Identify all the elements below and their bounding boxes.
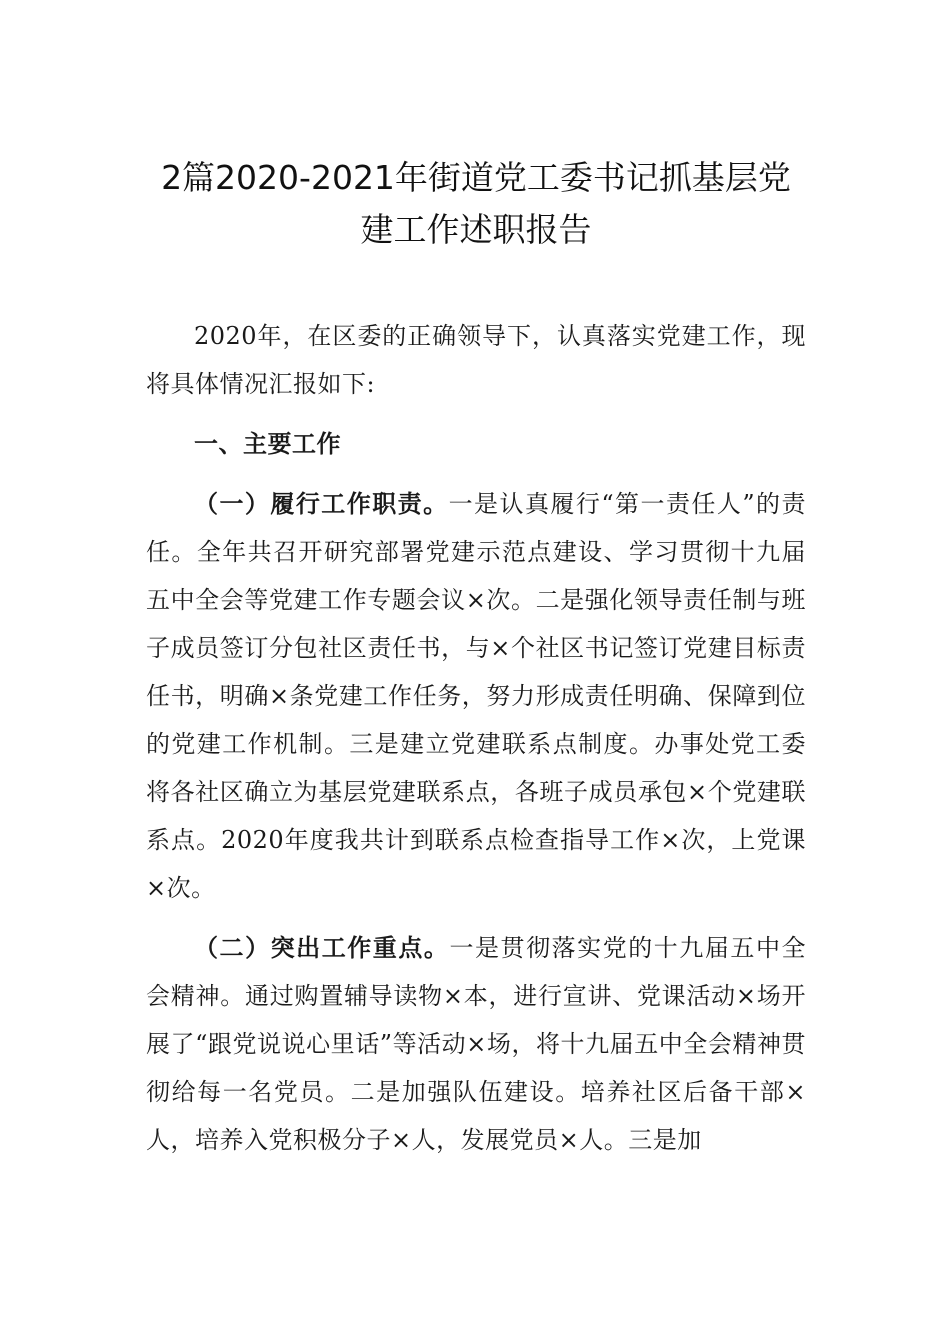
paragraph-duty: [146, 480, 806, 912]
paragraph-duty-body: 一是认真履行“第一责任人”的责任。全年共召开研究部署党建示范点建设、学习贯彻十九届五中全会等党建工作专题会议×次。二是强化领导责任制与班子成员签订分包社区责任书，与×个社区书记签订党建目标责任书，明确×条党建工作任务，努力形成责任明确、保障到位的党建工作机制。三是建立党建联系点制度。办事处党工委将各社区确立为基层党建联系点，各班子成员承包×个党建联系点。2020年度我共计到联系点检查指导工作×次，上党课×次。: [146, 490, 807, 902]
document-title: [146, 152, 806, 256]
paragraph-focus-body: 一是贯彻落实党的十九届五中全会精神。通过购置辅导读物×本，进行宣讲、党课活动×场开展了“跟党说说心里话”等活动×场，将十九届五中全会精神贯彻给每一名党员。二是加强队伍建设。培养社区后备干部×人，培养入党积极分子×人，发展党员×人。三是加: [146, 934, 807, 1154]
paragraph-duty-lead: （一）履行工作职责。: [194, 490, 449, 518]
section-heading-main-work: 一、主要工作: [194, 430, 341, 458]
document-body: [146, 312, 806, 1164]
intro-paragraph: 2020年，在区委的正确领导下，认真落实党建工作，现将具体情况汇报如下:: [146, 322, 806, 398]
paragraph-focus: [146, 924, 806, 1164]
title-line-2: 建工作述职报告: [360, 210, 592, 249]
paragraph-focus-lead: （二）突出工作重点。: [194, 934, 450, 962]
title-line-1: 2篇2020-2021年街道党工委书记抓基层党: [161, 158, 791, 197]
